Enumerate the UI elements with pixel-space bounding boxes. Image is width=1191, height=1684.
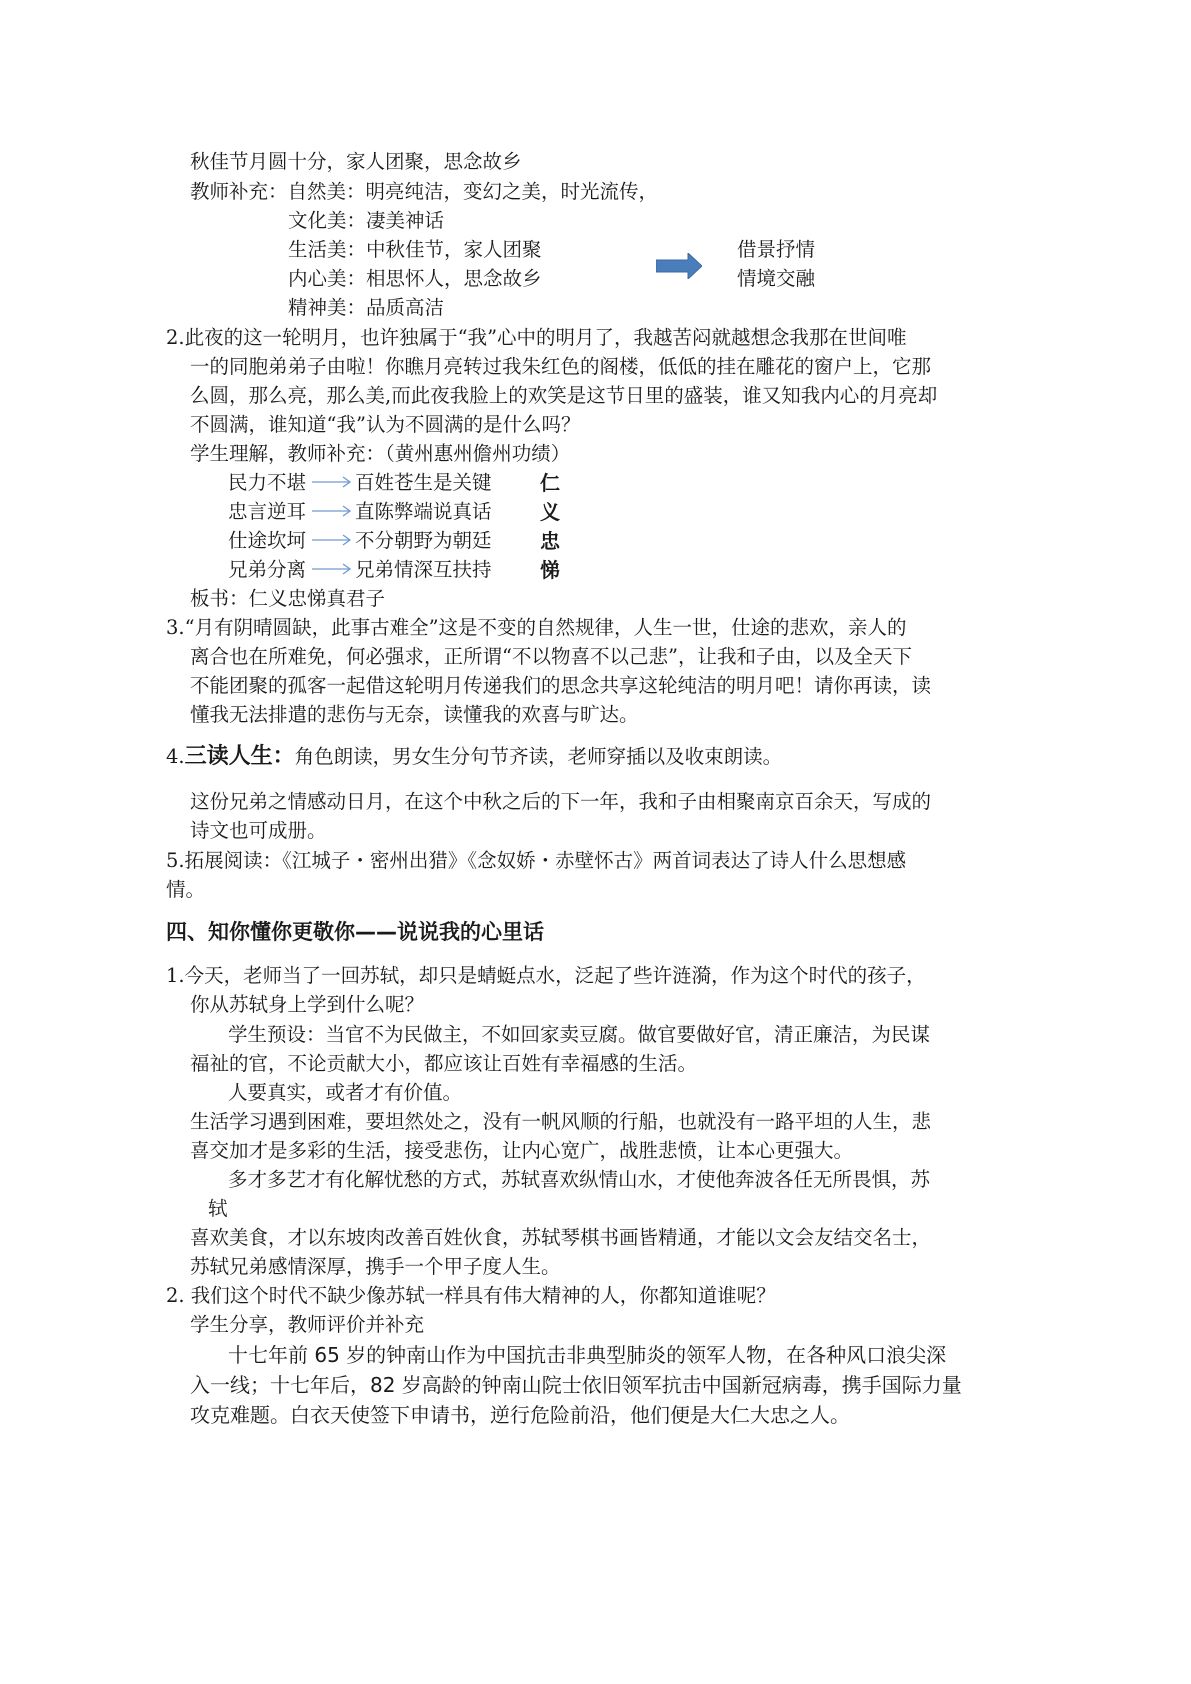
text-line: 生活美：中秋佳节，家人团聚 — [288, 238, 542, 261]
paragraph-line: 2. 我们这个时代不缺少像苏轼一样具有伟大精神的人，你都知道谁呢？ — [166, 1284, 776, 1307]
virtue-char: 仁 — [540, 471, 560, 495]
thin-right-arrow-icon — [312, 504, 352, 518]
paragraph-line: 不圆满，谁知道“我”认为不圆满的是什么吗？ — [190, 413, 581, 436]
thin-right-arrow-icon — [312, 475, 352, 489]
virtue-char: 忠 — [540, 529, 560, 553]
paragraph-line: 诗文也可成册。 — [190, 819, 327, 842]
right-arrow-icon — [656, 253, 702, 279]
pair-right: 兄弟情深互扶持 — [355, 558, 492, 581]
text-line: 内心美：相思怀人，思念故乡 — [288, 267, 542, 290]
paragraph-line: 情。 — [166, 878, 206, 901]
virtue-char: 悌 — [540, 558, 560, 582]
paragraph-line — [166, 741, 782, 773]
pair-right: 百姓苍生是关键 — [355, 471, 492, 494]
pair-left: 兄弟分离 — [228, 558, 307, 581]
paragraph-line: 十七年前 65 岁的钟南山作为中国抗击非典型肺炎的领军人物，在各种风口浪尖深 — [228, 1343, 947, 1367]
pair-left: 忠言逆耳 — [228, 500, 307, 523]
text-line: 教师补充：自然美：明亮纯洁，变幻之美，时光流传， — [190, 180, 659, 203]
paragraph-line: 福祉的官，不论贡献大小，都应该让百姓有幸福感的生活。 — [190, 1052, 698, 1075]
thin-right-arrow-icon — [312, 562, 352, 576]
paragraph-line: 3.“月有阴晴圆缺，此事古难全”这是不变的自然规律，人生一世，仕途的悲欢，亲人的 — [166, 616, 907, 639]
board-writing: 板书：仁义忠悌真君子 — [190, 587, 386, 610]
paragraph-line: 学生分享，教师评价并补充 — [190, 1313, 425, 1336]
paragraph-line: 懂我无法排遣的悲伤与无奈，读懂我的欢喜与旷达。 — [190, 703, 639, 726]
paragraph-line: 1.今天，老师当了一回苏轼，却只是蜻蜓点水，泛起了些许涟漪，作为这个时代的孩子， — [166, 964, 926, 987]
item-number: 4. — [166, 745, 185, 768]
virtue-char: 义 — [540, 500, 560, 524]
pair-left: 民力不堪 — [228, 471, 307, 494]
section-heading: 四、知你懂你更敬你——说说我的心里话 — [166, 920, 544, 944]
pair-left: 仕途坎坷 — [228, 529, 307, 552]
paragraph-line: 不能团聚的孤客一起借这轮明月传递我们的思念共享这轮纯洁的明月吧！请你再读，读 — [190, 674, 932, 697]
paragraph-line: 离合也在所难免，何必强求，正所谓“不以物喜不以己悲”，让我和子由，以及全天下 — [190, 645, 912, 668]
paragraph-line: 多才多艺才有化解忧愁的方式，苏轼喜欢纵情山水，才使他奔波各任无所畏惧，苏 — [228, 1168, 931, 1191]
summary-label: 情境交融 — [737, 267, 816, 290]
paragraph-line: 2.此夜的这一轮明月，也许独属于“我”心中的明月了，我越苦闷就越想念我那在世间唯 — [166, 326, 907, 349]
paragraph-line: 喜交加才是多彩的生活，接受悲伤，让内心宽广，战胜悲愤，让本心更强大。 — [190, 1139, 854, 1162]
paragraph-line: 入一线；十七年后，82 岁高龄的钟南山院士依旧领军抗击中国新冠病毒，携手国际力量 — [190, 1373, 962, 1397]
text-line: 秋佳节月圆十分，家人团聚，思念故乡 — [190, 150, 522, 173]
paragraph-line: 么圆，那么亮，那么美,而此夜我脸上的欢笑是这节日里的盛装，谁又知我内心的月亮却 — [190, 384, 938, 407]
paragraph-line: 学生预设：当官不为民做主，不如回家卖豆腐。做官要做好官，清正廉洁，为民谋 — [228, 1023, 931, 1046]
paragraph-line: 你从苏轼身上学到什么呢？ — [190, 993, 425, 1016]
paragraph-line: 轼 — [208, 1197, 228, 1220]
paragraph-line: 生活学习遇到困难，要坦然处之，没有一帆风顺的行船，也就没有一路平坦的人生，悲 — [190, 1110, 932, 1133]
pair-right: 直陈弊端说真话 — [355, 500, 492, 523]
text-line: 文化美：凄美神话 — [288, 209, 445, 232]
paragraph-line: 5.拓展阅读：《江城子・密州出猎》《念奴娇・赤壁怀古》两首词表达了诗人什么思想感 — [166, 849, 907, 872]
paragraph-line: 攻克难题。白衣天使签下申请书，逆行危险前沿，他们便是大仁大忠之人。 — [190, 1403, 850, 1427]
text-line: 精神美：品质高洁 — [288, 296, 445, 319]
paragraph-line: 喜欢美食，才以东坡肉改善百姓伙食，苏轼琴棋书画皆精通，才能以文会友结交名士， — [190, 1226, 932, 1249]
summary-label: 借景抒情 — [737, 238, 816, 261]
paragraph-line: 苏轼兄弟感情深厚，携手一个甲子度人生。 — [190, 1255, 561, 1278]
item-bold-title: 三读人生： — [184, 744, 295, 769]
paragraph-line: 人要真实，或者才有价值。 — [228, 1081, 463, 1104]
paragraph-line: 一的同胞弟弟子由啦！你瞧月亮转过我朱红色的阁楼，低低的挂在雕花的窗户上，它那 — [190, 355, 932, 378]
pair-right: 不分朝野为朝廷 — [355, 529, 492, 552]
item-text: 角色朗读，男女生分句节齐读，老师穿插以及收束朗读。 — [294, 745, 783, 768]
paragraph-line: 这份兄弟之情感动日月，在这个中秋之后的下一年，我和子由相聚南京百余天，写成的 — [190, 790, 932, 813]
paragraph-line: 学生理解，教师补充：（黄州惠州儋州功绩） — [190, 442, 571, 465]
thin-right-arrow-icon — [312, 533, 352, 547]
